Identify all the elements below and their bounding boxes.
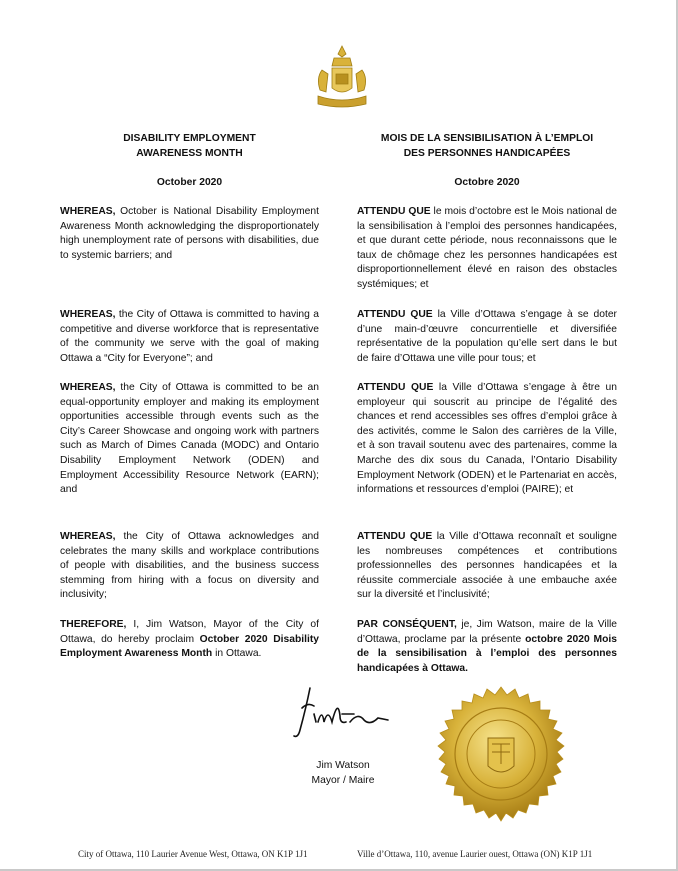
attendu-que-label: ATTENDU QUE bbox=[357, 382, 434, 393]
par-consequent-label: PAR CONSÉQUENT, bbox=[357, 619, 457, 630]
french-date: Octobre 2020 bbox=[454, 177, 520, 188]
whereas-label: WHEREAS, bbox=[60, 206, 116, 217]
french-p4-text: la Ville d’Ottawa reconnaît et souligne les nombreuses compétences et contributions professionnelles des personnes handicapées et la réussite commerciale associée à une embauche axée sur la diversité et l’inclusivité; bbox=[357, 531, 617, 601]
english-title-line1: DISABILITY EMPLOYMENT bbox=[123, 133, 256, 144]
mayor-signature bbox=[288, 678, 398, 748]
english-p5-text: I, Jim Watson, Mayor of the City of Ottawa, do hereby proclaim bbox=[60, 619, 319, 645]
footer-english-address: City of Ottawa, 110 Laurier Avenue West, Ottawa, ON K1P 1J1 bbox=[78, 849, 308, 859]
attendu-que-label: ATTENDU QUE bbox=[357, 309, 433, 320]
signer-title: Mayor / Maire bbox=[311, 775, 375, 786]
therefore-label: THEREFORE, bbox=[60, 619, 127, 630]
signer-name: Jim Watson bbox=[316, 760, 370, 771]
french-paragraph-4 bbox=[357, 530, 617, 603]
french-paragraph-1 bbox=[357, 205, 617, 293]
english-paragraph-2 bbox=[60, 308, 319, 366]
english-column bbox=[60, 132, 319, 660]
french-proclamation-title: octobre 2020 Mois de la sensibilisation à l’emploi des personnes handicapées à Ottawa. bbox=[357, 633, 617, 674]
whereas-label: WHEREAS, bbox=[60, 309, 116, 320]
english-paragraph-5 bbox=[60, 618, 319, 662]
english-p4-text: the City of Ottawa acknowledges and celebrates the many skills and workplace contributions of people with disabilities, and the business success stemming from hiring with a focus on diversity and inclusivity; bbox=[60, 531, 319, 601]
french-paragraph-2 bbox=[357, 308, 617, 366]
english-paragraph-3 bbox=[60, 381, 319, 498]
attendu-que-label: ATTENDU QUE bbox=[357, 206, 431, 217]
english-title-line2: AWARENESS MONTH bbox=[136, 147, 243, 159]
french-p3-text: la Ville d’Ottawa s’engage à être un employeur qui souscrit au principe de l’égalité des chances et rend accessibles ses offres d’emploi grâce à des activités, comme le Salon des carrières de la Ville, et à son travail soutenu avec des partenaires, comme la Marche des dix sous du Canada, l’Ontario Disability Employment Network (ODEN) et le Partenariat en accès, informations et ressources d’emploi (PAIRE); et bbox=[357, 382, 617, 496]
english-p2-text: the City of Ottawa is committed to having a competitive and diverse workforce that is representative of the community we serve with the goal of making Ottawa a “City for Everyone”; and bbox=[60, 309, 319, 364]
french-paragraph-3 bbox=[357, 381, 617, 498]
french-title-line1: MOIS DE LA SENSIBILISATION À L’EMPLOI bbox=[380, 133, 594, 144]
footer-french-address: Ville d’Ottawa, 110, avenue Laurier ouest, Ottawa (ON) K1P 1J1 bbox=[357, 849, 593, 859]
english-p1-text: October is National Disability Employment Awareness Month acknowledging the disproportionately high unemployment rate of persons with disabilities, due to systemic barriers; and bbox=[60, 206, 319, 261]
french-column bbox=[357, 132, 618, 674]
english-title bbox=[60, 132, 319, 161]
english-p3-text: the City of Ottawa is committed to be an equal-opportunity employer and making its employment opportunities accessible through events such as the City’s Career Showcase and ongoing work with partners such as March of Dimes Canada (MODC) and Ontario Disability Employment Network (ODEN) and Employment Accessibility Resource Network (EARN); and bbox=[60, 382, 319, 496]
whereas-label: WHEREAS, bbox=[60, 531, 116, 542]
french-title bbox=[357, 132, 617, 161]
whereas-label: WHEREAS, bbox=[60, 382, 116, 393]
french-p1-text: le mois d’octobre est le Mois national de la sensibilisation à l’emploi des personnes handicapées, et que durant cette période, nous reconnaissons que le taux de chômage chez les personnes handicapées est disproportionnellement élevé en raison des obstacles systémiques; et bbox=[357, 206, 618, 290]
french-p5-text: je, Jim Watson, maire de la Ville d’Ottawa, proclame par la présente bbox=[357, 619, 617, 645]
city-crest-icon bbox=[312, 44, 372, 112]
english-paragraph-1 bbox=[60, 205, 319, 263]
english-date: October 2020 bbox=[156, 177, 223, 188]
english-p5-end: in Ottawa. bbox=[212, 648, 262, 660]
french-title-line2: DES PERSONNES HANDICAPÉES bbox=[403, 147, 571, 159]
attendu-que-label: ATTENDU QUE bbox=[357, 531, 433, 542]
french-paragraph-5 bbox=[357, 618, 617, 676]
french-p2-text: la Ville d’Ottawa s’engage à se doter d’une main-d’œuvre concurrentielle et diversifiée représentative de la population qu’elle sert dans le but de faire d’Ottawa une ville pour tous; et bbox=[357, 309, 617, 364]
gold-seal-icon bbox=[426, 686, 576, 828]
english-paragraph-4 bbox=[60, 530, 319, 603]
signature-block bbox=[298, 758, 388, 788]
english-proclamation-title: October 2020 Disability Employment Awareness Month bbox=[60, 633, 319, 660]
